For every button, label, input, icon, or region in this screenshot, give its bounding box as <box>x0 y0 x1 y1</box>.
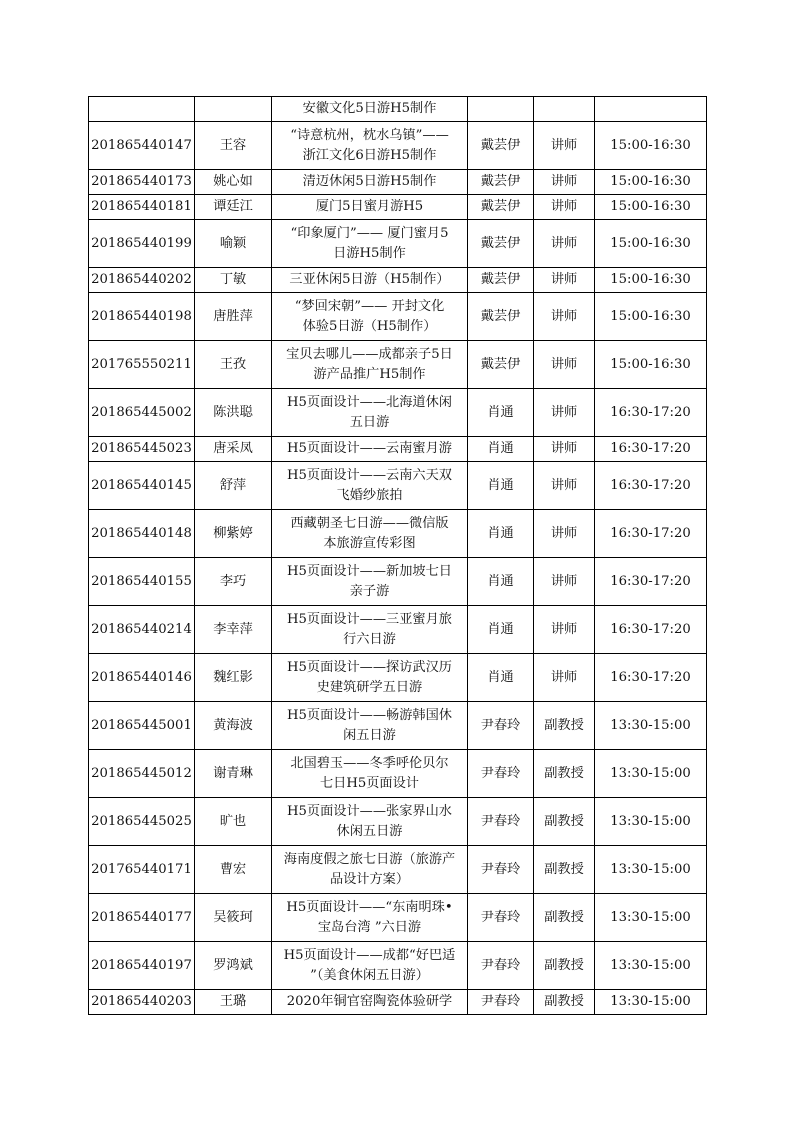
thesis-title-line: H5页面设计——北海道休闲 <box>287 394 452 410</box>
thesis-title-cell <box>272 170 468 195</box>
advisor-rank-cell: 讲师 <box>534 122 595 170</box>
advisor-rank-cell <box>534 97 595 122</box>
thesis-title-cell <box>272 942 468 990</box>
table-row <box>89 195 707 220</box>
thesis-title-cell <box>272 220 468 268</box>
table-row <box>89 510 707 558</box>
student-name-cell: 王容 <box>195 122 272 170</box>
table-row <box>89 437 707 462</box>
student-id-cell: 201765550211 <box>89 341 195 389</box>
thesis-title-cell <box>272 798 468 846</box>
thesis-title-line: H5页面设计——新加坡七日 <box>287 563 452 579</box>
thesis-title-line: 飞婚纱旅拍 <box>336 487 403 503</box>
thesis-title-line: 北国碧玉——冬季呼伦贝尔 <box>290 755 449 771</box>
advisor-cell: 肖通 <box>468 606 534 654</box>
student-id-cell: 201865440202 <box>89 268 195 293</box>
table-row <box>89 750 707 798</box>
advisor-rank-cell: 副教授 <box>534 942 595 990</box>
advisor-rank-cell: 讲师 <box>534 510 595 558</box>
student-id-cell: 201865440197 <box>89 942 195 990</box>
student-name-cell: 舒萍 <box>195 462 272 510</box>
table-row <box>89 170 707 195</box>
advisor-cell: 尹春玲 <box>468 990 534 1015</box>
thesis-title-line: H5页面设计——云南六天双 <box>287 467 452 483</box>
advisor-rank-cell: 讲师 <box>534 170 595 195</box>
advisor-cell: 肖通 <box>468 558 534 606</box>
thesis-title-line: H5页面设计——畅游韩国休 <box>287 707 452 723</box>
student-id-cell: 201865440173 <box>89 170 195 195</box>
thesis-title-cell <box>272 606 468 654</box>
student-id-cell: 201865440203 <box>89 990 195 1015</box>
table-row <box>89 122 707 170</box>
student-name-cell: 喻颖 <box>195 220 272 268</box>
thesis-title-cell <box>272 293 468 341</box>
advisor-rank-cell: 讲师 <box>534 462 595 510</box>
thesis-title-cell <box>272 389 468 437</box>
advisor-rank-cell: 副教授 <box>534 990 595 1015</box>
thesis-title-line: 休闲五日游 <box>336 823 403 839</box>
time-slot-cell: 13:30-15:00 <box>595 798 707 846</box>
time-slot-cell: 16:30-17:20 <box>595 437 707 462</box>
thesis-title-cell <box>272 122 468 170</box>
table-row <box>89 846 707 894</box>
thesis-title-cell <box>272 195 468 220</box>
advisor-cell: 尹春玲 <box>468 702 534 750</box>
thesis-title-line: 行六日游 <box>343 631 396 647</box>
thesis-title-line: 游产品推广H5制作 <box>313 366 426 382</box>
advisor-cell <box>468 97 534 122</box>
thesis-title-line: H5页面设计——云南蜜月游 <box>287 441 452 456</box>
thesis-title-cell <box>272 437 468 462</box>
time-slot-cell: 15:00-16:30 <box>595 341 707 389</box>
thesis-title-cell <box>272 654 468 702</box>
advisor-cell: 肖通 <box>468 654 534 702</box>
table-row <box>89 293 707 341</box>
student-name-cell: 谢青琳 <box>195 750 272 798</box>
advisor-cell: 尹春玲 <box>468 798 534 846</box>
student-name-cell: 姚心如 <box>195 170 272 195</box>
thesis-title-line: H5页面设计——“东南明珠• <box>286 899 453 915</box>
thesis-title-line: 本旅游宣传彩图 <box>323 535 416 551</box>
student-id-cell: 201865440148 <box>89 510 195 558</box>
advisor-cell: 戴芸伊 <box>468 220 534 268</box>
thesis-title-line: 厦门5日蜜月游H5 <box>315 199 424 214</box>
student-name-cell: 曹宏 <box>195 846 272 894</box>
time-slot-cell: 16:30-17:20 <box>595 510 707 558</box>
student-name-cell: 黄海波 <box>195 702 272 750</box>
student-name-cell: 陈洪聪 <box>195 389 272 437</box>
table-row <box>89 606 707 654</box>
student-name-cell: 魏红影 <box>195 654 272 702</box>
table-row <box>89 341 707 389</box>
time-slot-cell: 13:30-15:00 <box>595 750 707 798</box>
advisor-cell: 戴芸伊 <box>468 122 534 170</box>
table-row <box>89 220 707 268</box>
advisor-cell: 肖通 <box>468 437 534 462</box>
student-id-cell: 201865440198 <box>89 293 195 341</box>
advisor-rank-cell: 讲师 <box>534 268 595 293</box>
advisor-rank-cell: 副教授 <box>534 702 595 750</box>
time-slot-cell: 13:30-15:00 <box>595 894 707 942</box>
student-id-cell: 201865445002 <box>89 389 195 437</box>
table-row <box>89 990 707 1015</box>
thesis-title-cell <box>272 894 468 942</box>
student-id-cell: 201865440177 <box>89 894 195 942</box>
table-body <box>89 97 707 1015</box>
advisor-cell: 戴芸伊 <box>468 293 534 341</box>
time-slot-cell: 13:30-15:00 <box>595 990 707 1015</box>
advisor-cell: 尹春玲 <box>468 894 534 942</box>
advisor-cell: 戴芸伊 <box>468 341 534 389</box>
thesis-title-line: 宝岛台湾 ”六日游 <box>317 919 422 935</box>
advisor-rank-cell: 讲师 <box>534 195 595 220</box>
student-id-cell: 201865445025 <box>89 798 195 846</box>
student-name-cell <box>195 97 272 122</box>
time-slot-cell: 15:00-16:30 <box>595 195 707 220</box>
student-name-cell: 旷也 <box>195 798 272 846</box>
schedule-sheet <box>88 96 706 1015</box>
advisor-rank-cell: 讲师 <box>534 606 595 654</box>
thesis-title-cell <box>272 846 468 894</box>
thesis-title-line: 安徽文化5日游H5制作 <box>302 101 437 116</box>
student-name-cell: 柳紫婷 <box>195 510 272 558</box>
student-name-cell: 王孜 <box>195 341 272 389</box>
table-row <box>89 942 707 990</box>
student-id-cell <box>89 97 195 122</box>
thesis-title-line: “梦回宋朝”—— 开封文化 <box>294 298 445 314</box>
thesis-title-line: 日游H5制作 <box>333 245 406 261</box>
student-name-cell: 李巧 <box>195 558 272 606</box>
advisor-cell: 戴芸伊 <box>468 170 534 195</box>
advisor-rank-cell: 讲师 <box>534 341 595 389</box>
time-slot-cell: 16:30-17:20 <box>595 389 707 437</box>
advisor-cell: 戴芸伊 <box>468 268 534 293</box>
thesis-title-cell <box>272 510 468 558</box>
student-name-cell: 李幸萍 <box>195 606 272 654</box>
thesis-title-cell <box>272 750 468 798</box>
thesis-title-cell <box>272 268 468 293</box>
student-name-cell: 谭廷江 <box>195 195 272 220</box>
thesis-title-line: 西藏朝圣七日游——微信版 <box>290 515 449 531</box>
thesis-title-line: H5页面设计——探访武汉历 <box>287 659 452 675</box>
student-id-cell: 201865440145 <box>89 462 195 510</box>
student-id-cell: 201865445001 <box>89 702 195 750</box>
time-slot-cell: 13:30-15:00 <box>595 702 707 750</box>
table-row <box>89 654 707 702</box>
student-name-cell: 罗鸿斌 <box>195 942 272 990</box>
thesis-title-line: “印象厦门”—— 厦门蜜月5 <box>290 225 449 241</box>
thesis-title-line: H5页面设计——张家界山水 <box>287 803 452 819</box>
thesis-title-line: 浙江文化6日游H5制作 <box>302 147 437 163</box>
advisor-rank-cell: 讲师 <box>534 220 595 268</box>
advisor-rank-cell: 副教授 <box>534 798 595 846</box>
thesis-title-line: 2020年铜官窑陶瓷体验研学 <box>286 994 453 1009</box>
table-row <box>89 798 707 846</box>
student-id-cell: 201865445012 <box>89 750 195 798</box>
advisor-rank-cell: 讲师 <box>534 654 595 702</box>
thesis-title-line: 海南度假之旅七日游（旅游产 <box>283 851 456 867</box>
student-id-cell: 201865445023 <box>89 437 195 462</box>
advisor-rank-cell: 讲师 <box>534 558 595 606</box>
thesis-title-line: 三亚休闲5日游（H5制作） <box>289 272 450 287</box>
thesis-title-line: 品设计方案） <box>329 871 410 887</box>
thesis-title-cell <box>272 990 468 1015</box>
thesis-title-line: 闲五日游 <box>343 727 396 743</box>
advisor-cell: 肖通 <box>468 462 534 510</box>
student-name-cell: 唐采凤 <box>195 437 272 462</box>
advisor-rank-cell: 副教授 <box>534 750 595 798</box>
advisor-cell: 肖通 <box>468 510 534 558</box>
thesis-title-cell <box>272 97 468 122</box>
student-name-cell: 丁敏 <box>195 268 272 293</box>
time-slot-cell: 15:00-16:30 <box>595 293 707 341</box>
table-row <box>89 462 707 510</box>
thesis-title-line: 史建筑研学五日游 <box>316 679 423 695</box>
time-slot-cell: 15:00-16:30 <box>595 170 707 195</box>
time-slot-cell: 16:30-17:20 <box>595 654 707 702</box>
student-name-cell: 唐胜萍 <box>195 293 272 341</box>
thesis-title-line: 七日H5页面设计 <box>319 775 419 791</box>
table-row <box>89 558 707 606</box>
student-id-cell: 201865440155 <box>89 558 195 606</box>
thesis-title-line: 清迈休闲5日游H5制作 <box>302 174 437 189</box>
table-row <box>89 389 707 437</box>
table-row <box>89 268 707 293</box>
table-row <box>89 702 707 750</box>
thesis-title-cell <box>272 558 468 606</box>
advisor-rank-cell: 副教授 <box>534 846 595 894</box>
time-slot-cell <box>595 97 707 122</box>
time-slot-cell: 15:00-16:30 <box>595 268 707 293</box>
time-slot-cell: 15:00-16:30 <box>595 220 707 268</box>
advisor-cell: 尹春玲 <box>468 750 534 798</box>
thesis-title-cell <box>272 702 468 750</box>
student-name-cell: 王璐 <box>195 990 272 1015</box>
time-slot-cell: 13:30-15:00 <box>595 942 707 990</box>
thesis-title-line: H5页面设计——成都“好巴适 <box>283 947 456 963</box>
student-name-cell: 吴筱珂 <box>195 894 272 942</box>
student-id-cell: 201865440199 <box>89 220 195 268</box>
table-row <box>89 894 707 942</box>
student-id-cell: 201865440147 <box>89 122 195 170</box>
time-slot-cell: 16:30-17:20 <box>595 606 707 654</box>
thesis-title-line: ”（美食休闲五日游） <box>310 967 429 983</box>
thesis-title-line: H5页面设计——三亚蜜月旅 <box>287 611 452 627</box>
advisor-rank-cell: 讲师 <box>534 437 595 462</box>
advisor-cell: 肖通 <box>468 389 534 437</box>
thesis-title-line: 宝贝去哪儿——成都亲子5日 <box>286 346 453 362</box>
table-row <box>89 97 707 122</box>
advisor-cell: 尹春玲 <box>468 846 534 894</box>
defense-schedule-table <box>88 96 707 1015</box>
advisor-cell: 尹春玲 <box>468 942 534 990</box>
time-slot-cell: 13:30-15:00 <box>595 846 707 894</box>
student-id-cell: 201865440146 <box>89 654 195 702</box>
thesis-title-cell <box>272 462 468 510</box>
student-id-cell: 201865440181 <box>89 195 195 220</box>
thesis-title-line: 亲子游 <box>349 583 390 599</box>
advisor-rank-cell: 讲师 <box>534 389 595 437</box>
advisor-rank-cell: 副教授 <box>534 894 595 942</box>
thesis-title-cell <box>272 341 468 389</box>
thesis-title-line: 五日游 <box>349 414 390 430</box>
advisor-rank-cell: 讲师 <box>534 293 595 341</box>
student-id-cell: 201865440214 <box>89 606 195 654</box>
student-id-cell: 201765440171 <box>89 846 195 894</box>
advisor-cell: 戴芸伊 <box>468 195 534 220</box>
thesis-title-line: 体验5日游（H5制作） <box>302 318 437 334</box>
time-slot-cell: 16:30-17:20 <box>595 462 707 510</box>
time-slot-cell: 16:30-17:20 <box>595 558 707 606</box>
time-slot-cell: 15:00-16:30 <box>595 122 707 170</box>
thesis-title-line: “诗意杭州，枕水乌镇”—— <box>290 127 449 143</box>
